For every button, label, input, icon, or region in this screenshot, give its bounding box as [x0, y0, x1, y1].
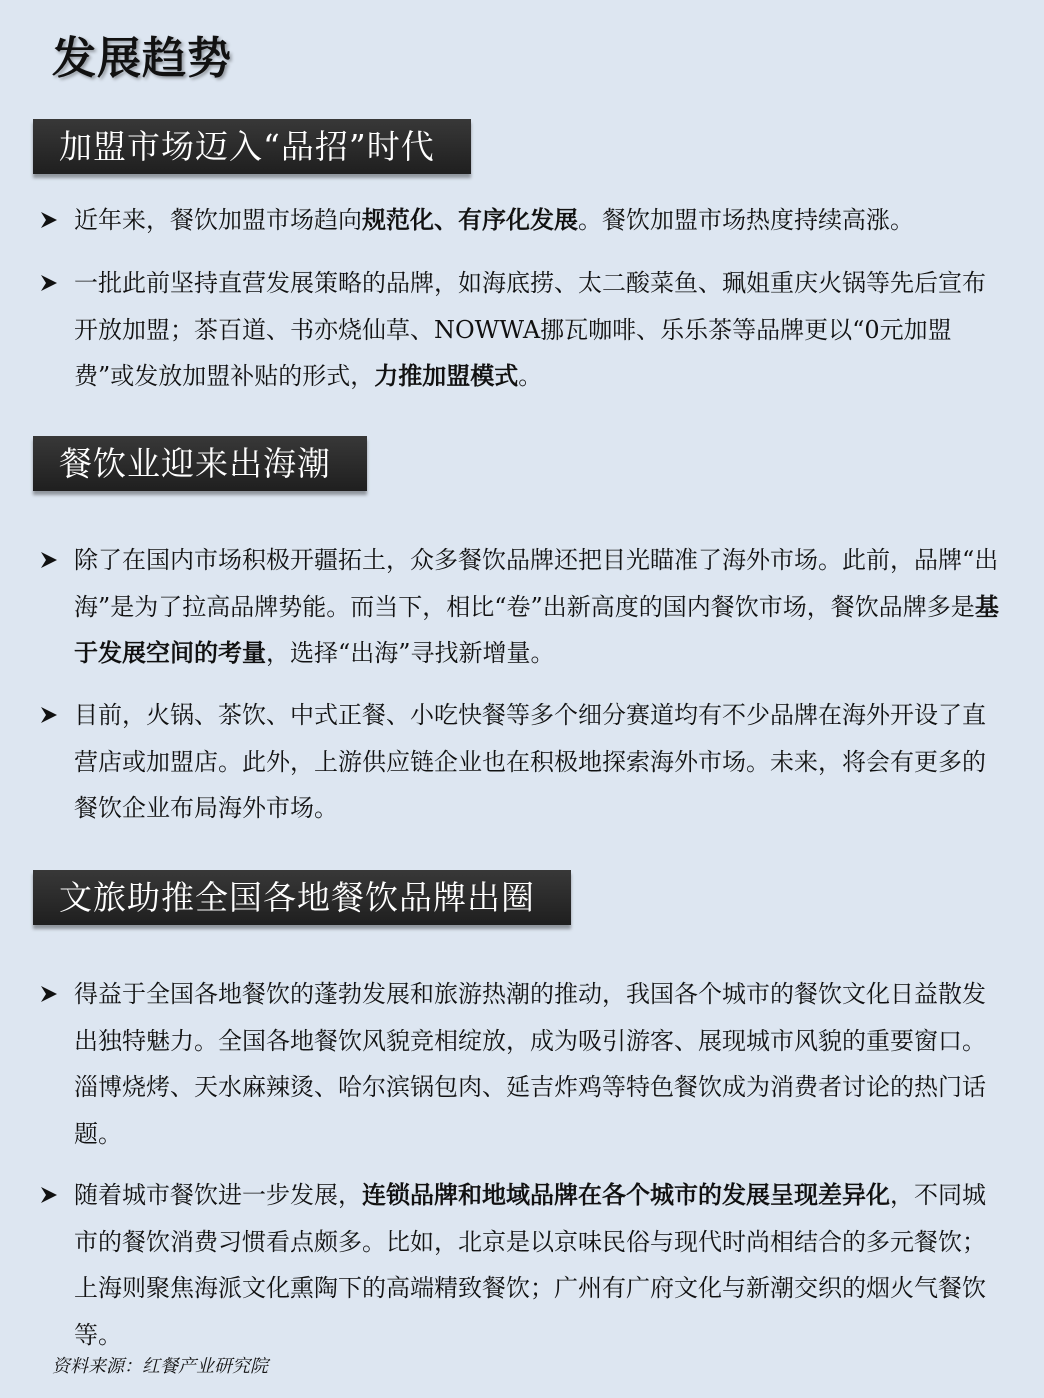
arrow-bullet-icon — [40, 706, 58, 724]
body-text: 近年来，餐饮加盟市场趋向 — [74, 206, 362, 234]
arrow-bullet-icon — [40, 551, 58, 569]
arrow-bullet-icon — [40, 1186, 58, 1204]
section-header-tourism: 文旅助推全国各地餐饮品牌出圈 — [33, 870, 571, 925]
source-note: 资料来源：红餐产业研究院 — [52, 1356, 268, 1377]
body-text: 得益于全国各地餐饮的蓬勃发展和旅游热潮的推动，我国各个城市的餐饮文化日益散发出独特魅力。全国各地餐饮风貌竞相绽放，成为吸引游客、展现城市风貌的重要窗口。淄博烧烤、天水麻辣烫、哈尔滨锅包肉、延吉炸鸡等特色餐饮成为消费者讨论的热门话题。 — [74, 980, 986, 1148]
emphasis-text: 规范化、有序化发展 — [362, 205, 578, 234]
bullet-item — [38, 260, 1008, 400]
body-text: ，选择“出海”寻找新增量。 — [266, 639, 555, 667]
section-header-overseas: 餐饮业迎来出海潮 — [33, 436, 367, 491]
body-text: 除了在国内市场积极开疆拓土，众多餐饮品牌还把目光瞄准了海外市场。此前，品牌“出海”是为了拉高品牌势能。而当下，相比“卷”出新高度的国内餐饮市场，餐饮品牌多是 — [74, 546, 999, 621]
page-title: 发展趋势 — [52, 33, 232, 84]
emphasis-text: 连锁品牌和地域品牌在各个城市的发展呈现差异化 — [362, 1180, 890, 1209]
bullet-item — [38, 197, 1008, 244]
body-text: 。餐饮加盟市场热度持续高涨。 — [578, 206, 914, 234]
bullet-item — [38, 971, 1008, 1157]
body-text: 一批此前坚持直营发展策略的品牌，如海底捞、太二酸菜鱼、珮姐重庆火锅等先后宣布开放加盟；茶百道、书亦烧仙草、NOWWA挪瓦咖啡、乐乐茶等品牌更以“0元加盟费”或发放加盟补贴的形式， — [74, 269, 986, 390]
arrow-bullet-icon — [40, 274, 58, 292]
arrow-bullet-icon — [40, 985, 58, 1003]
arrow-bullet-icon — [40, 211, 58, 229]
section-header-franchise: 加盟市场迈入“品招”时代 — [33, 119, 471, 174]
body-text: ，不同城市的餐饮消费习惯看点颇多。比如，北京是以京味民俗与现代时尚相结合的多元餐饮；上海则聚焦海派文化熏陶下的高端精致餐饮；广州有广府文化与新潮交织的烟火气餐饮等。 — [74, 1181, 986, 1349]
body-text: 随着城市餐饮进一步发展， — [74, 1181, 362, 1209]
bullet-item — [38, 692, 1008, 832]
emphasis-text: 力推加盟模式 — [374, 361, 519, 390]
bullet-item — [38, 537, 1008, 677]
bullet-item — [38, 1172, 1008, 1358]
body-text: 目前，火锅、茶饮、中式正餐、小吃快餐等多个细分赛道均有不少品牌在海外开设了直营店或加盟店。此外，上游供应链企业也在积极地探索海外市场。未来，将会有更多的餐饮企业布局海外市场。 — [74, 701, 986, 822]
emphasis-text: 基于发展空间的考量 — [74, 591, 999, 667]
body-text: 。 — [518, 362, 543, 390]
